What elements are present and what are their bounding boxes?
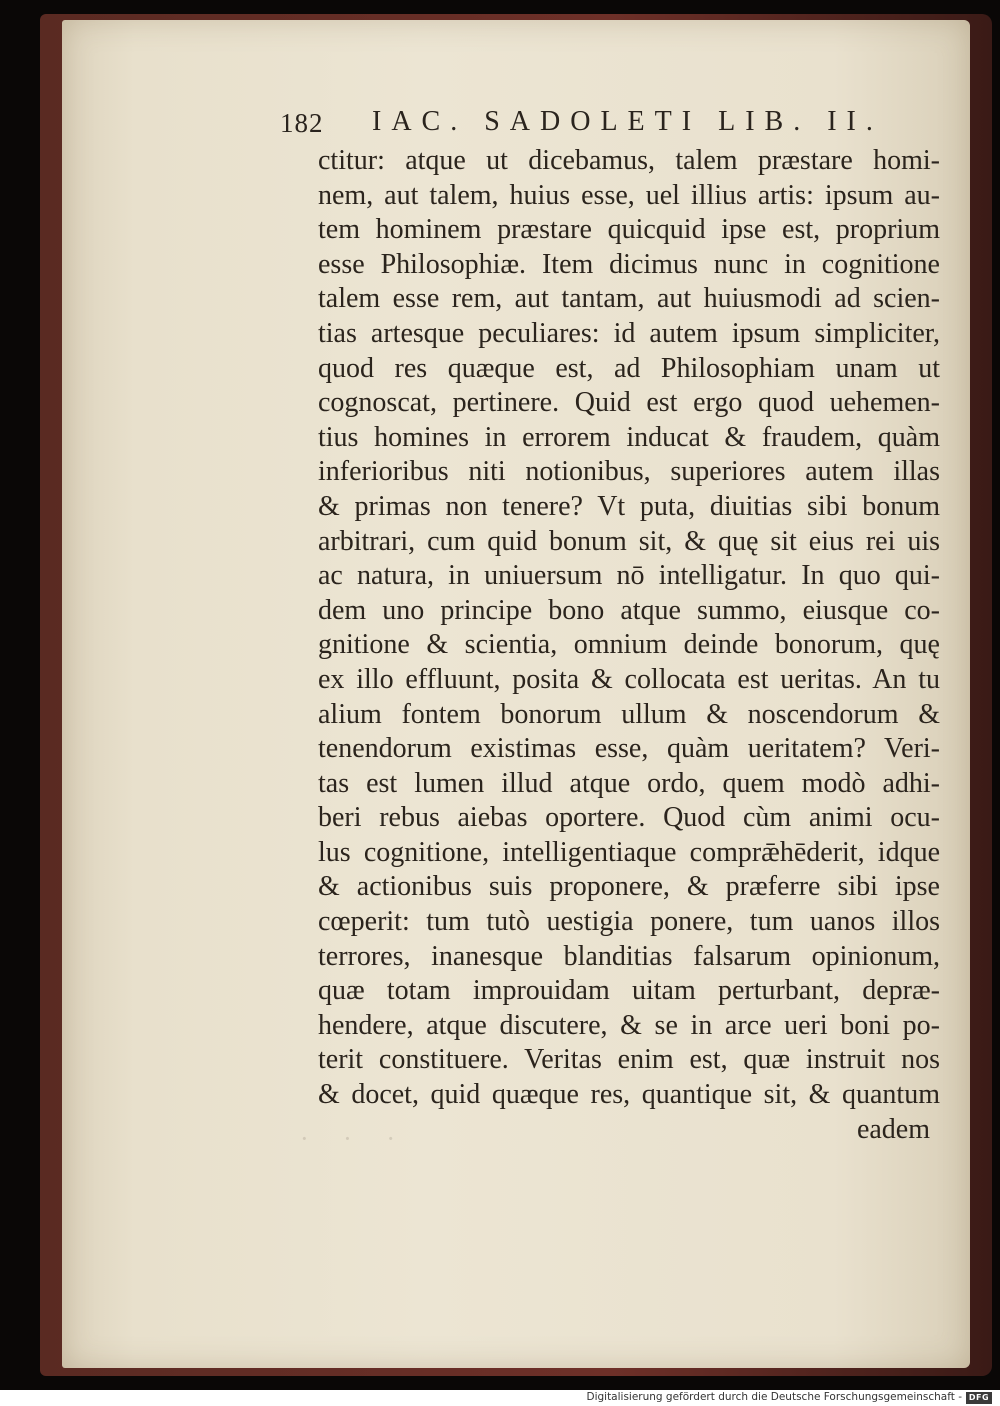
dfg-logo-icon: DFG (966, 1392, 992, 1404)
show-through-text: · · · (300, 1124, 409, 1153)
text-line: tenendorum existimas esse, quàm ueritatem? Veri- (318, 733, 940, 765)
body-text (318, 144, 940, 1147)
text-line: terrores, inanesque blanditias falsarum opinionum, (318, 940, 940, 972)
text-line: tem hominem præstare quicquid ipse est, proprium (318, 214, 940, 246)
funding-credit: Digitalisierung gefördert durch die Deutsche Forschungsgemeinschaft - (586, 1391, 962, 1403)
text-line: quæ totam improuidam uitam perturbant, depræ- (318, 975, 940, 1007)
text-line: tas est lumen illud atque ordo, quem modò adhi- (318, 767, 940, 799)
text-line: inferioribus niti notionibus, superiores autem illas (318, 456, 940, 488)
text-line: dem uno principe bono atque summo, eiusque co- (318, 594, 940, 626)
text-line: hendere, atque discutere, & se in arce ueri boni po- (318, 1009, 940, 1041)
running-head (280, 106, 900, 146)
text-line: ex illo effluunt, posita & collocata est ueritas. An tu (318, 663, 940, 695)
text-line: nem, aut talem, huius esse, uel illius artis: ipsum au- (318, 179, 940, 211)
text-line: cognoscat, pertinere. Quid est ergo quod uehemen- (318, 387, 940, 419)
text-line: cœperit: tum tutò uestigia ponere, tum uanos illos (318, 906, 940, 938)
text-line: ctitur: atque ut dicebamus, talem præstare homi- (318, 145, 940, 176)
text-line: talem esse rem, aut tantam, aut huiusmodi ad scien- (318, 283, 940, 315)
text-line: & actionibus suis proponere, & præferre sibi ipse (318, 871, 940, 903)
text-line: quod res quæque est, ad Philosophiam unam ut (318, 352, 940, 384)
text-line: esse Philosophiæ. Item dicimus nunc in cognitione (318, 248, 940, 280)
text-line: gnitione & scientia, omnium deinde bonorum, quę (318, 629, 940, 661)
text-line: tias artesque peculiares: id autem ipsum simpliciter, (318, 317, 940, 349)
text-line: terit constituere. Veritas enim est, quæ instruit nos (318, 1044, 940, 1076)
running-title: IAC. SADOLETI LIB. II. (372, 106, 883, 137)
text-line: beri rebus aiebas oportere. Quod cùm animi ocu- (318, 802, 940, 834)
text-line: & primas non tenere? Vt puta, diuitias sibi bonum (318, 490, 940, 522)
text-line: lus cognitione, intelligentiaque comprǣhēderit, idque (318, 836, 940, 868)
text-line: ac natura, in uniuersum nō intelligatur. In quo qui- (318, 560, 940, 592)
text-line: arbitrari, cum quid bonum sit, & quę sit eius rei uis (318, 525, 940, 557)
text-line: & docet, quid quæque res, quantique sit, & quantum (318, 1079, 940, 1111)
catchword: eadem (856, 1113, 930, 1145)
text-line: alium fontem bonorum ullum & noscendorum & (318, 698, 940, 730)
text-line: tius homines in errorem inducat & fraudem, quàm (318, 421, 940, 453)
page-number: 182 (280, 108, 324, 138)
footer-bar (0, 1390, 1000, 1406)
